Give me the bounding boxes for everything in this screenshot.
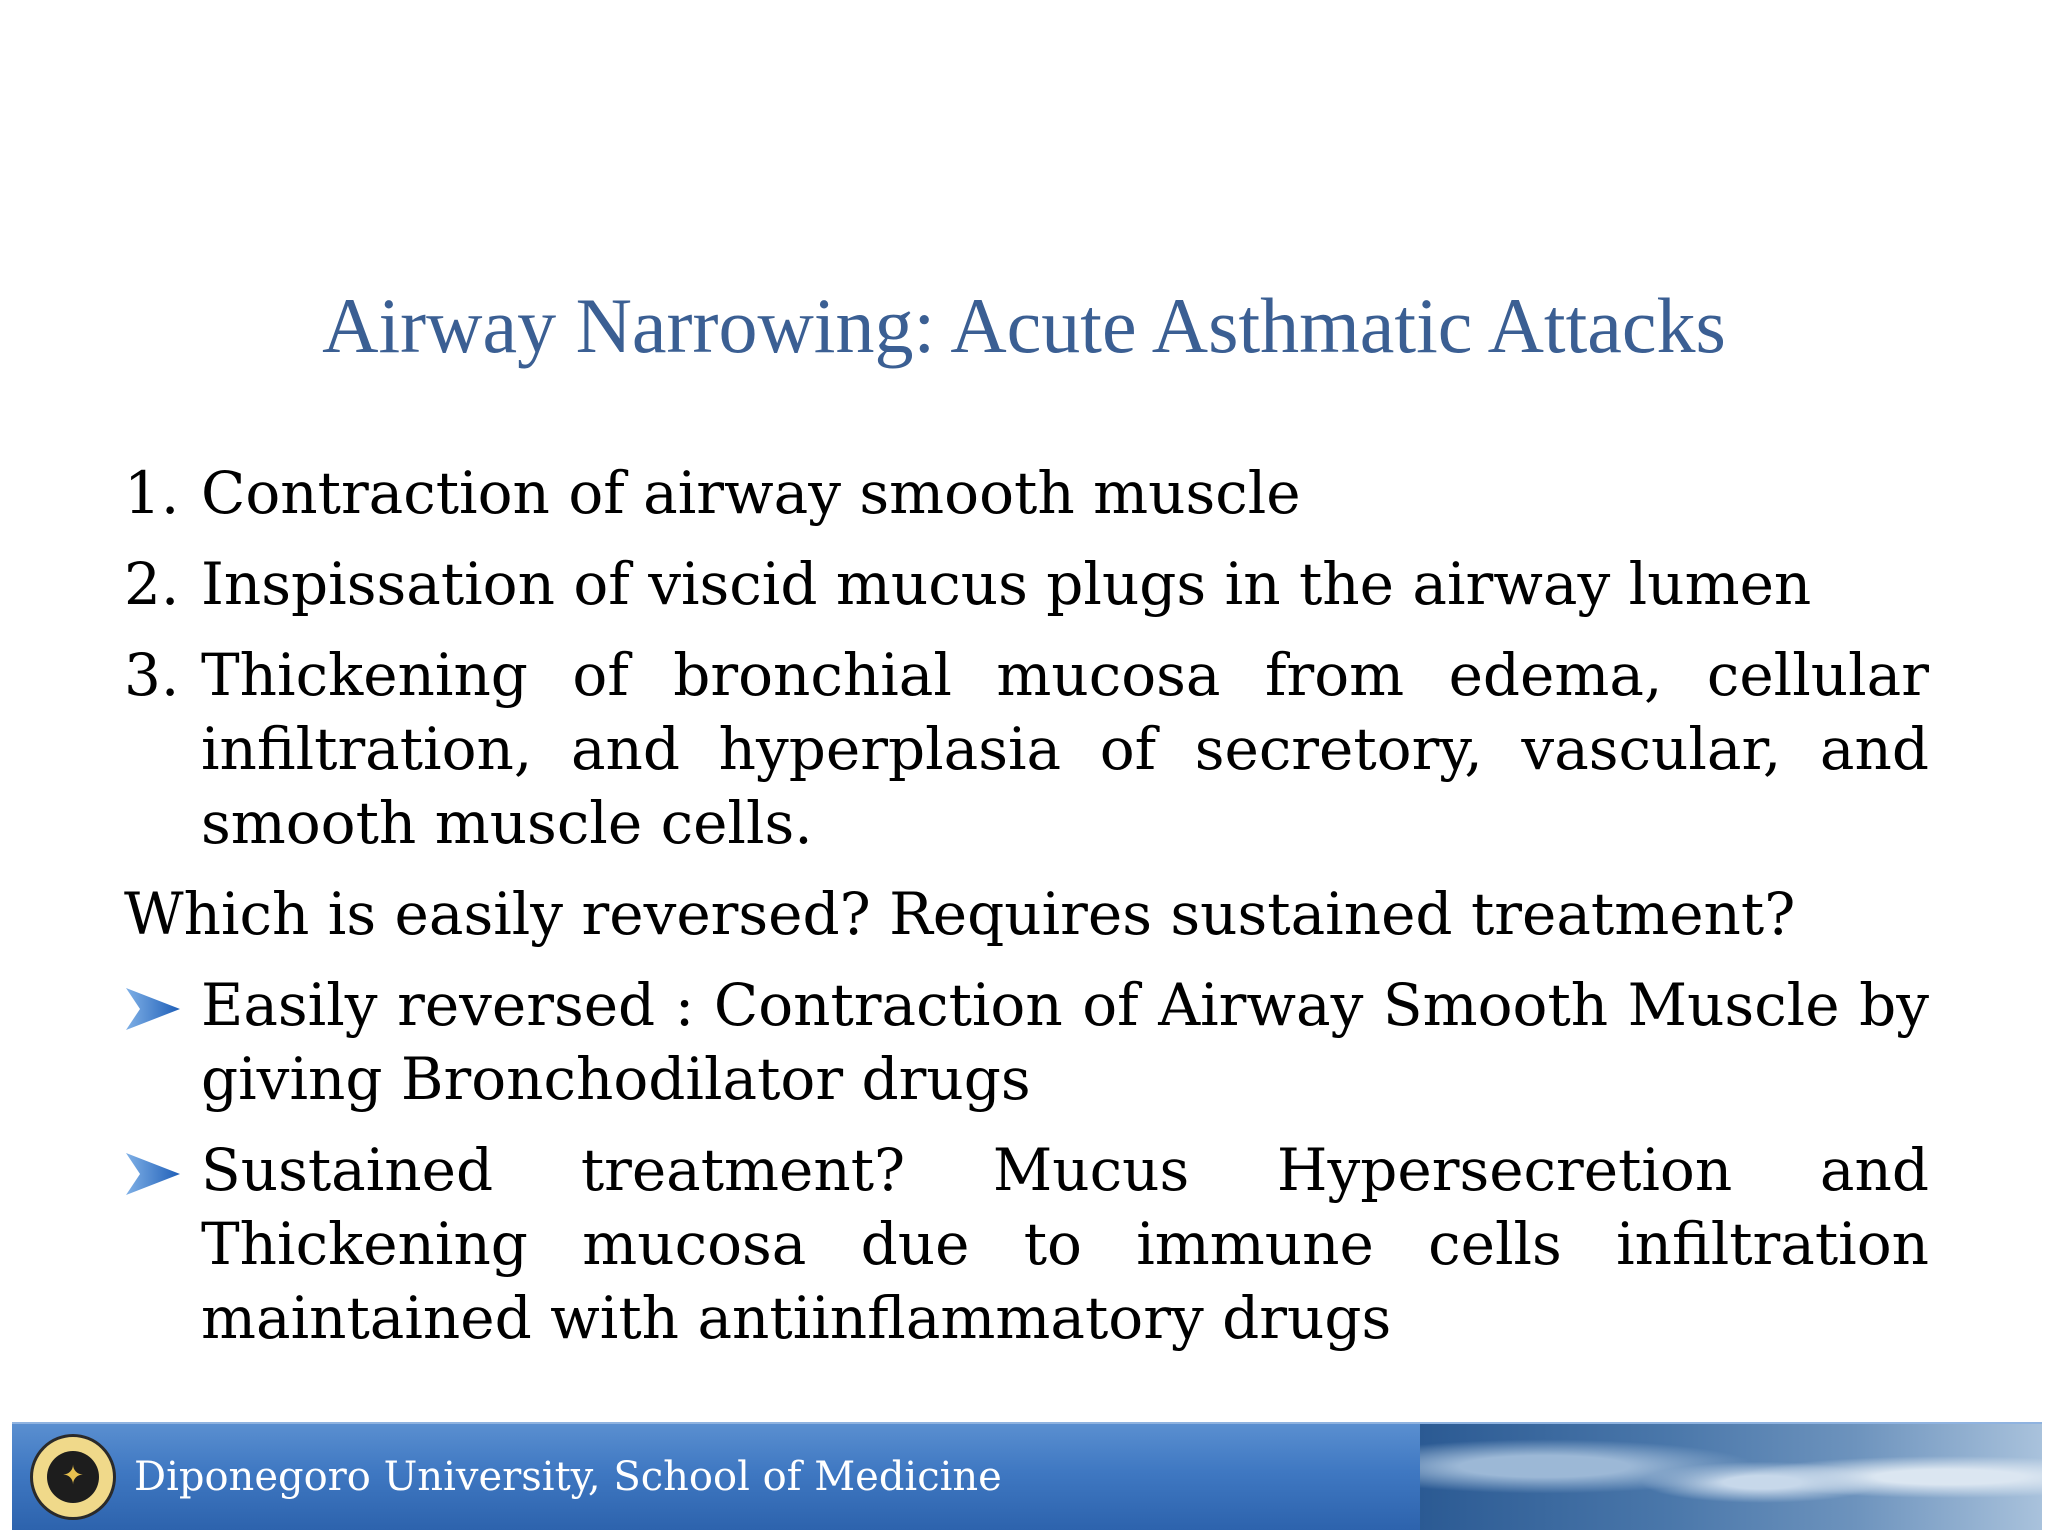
slide-title: Airway Narrowing: Acute Asthmatic Attacks bbox=[322, 282, 1726, 369]
footer-text: Diponegoro University, School of Medicine bbox=[134, 1454, 1002, 1500]
list-number: 3. bbox=[124, 641, 180, 709]
list-number: 1. bbox=[124, 459, 180, 527]
list-item bbox=[124, 547, 1929, 621]
list-item-text: Inspissation of viscid mucus plugs in the airway lumen bbox=[201, 550, 1812, 618]
arrow-bullet-icon bbox=[124, 986, 182, 1032]
bullet-text: Sustained treatment? Mucus Hypersecretion and Thickening mucosa due to immune cells infiltration maintained with antiinflammatory drugs bbox=[201, 1136, 1929, 1352]
list-item-text: Contraction of airway smooth muscle bbox=[201, 459, 1301, 527]
bullet-item bbox=[124, 1133, 1929, 1355]
footer-bar bbox=[12, 1422, 2042, 1530]
university-seal-icon: ✦ bbox=[30, 1434, 116, 1520]
bullet-text: Easily reversed : Contraction of Airway Smooth Muscle by giving Bronchodilator drugs bbox=[201, 971, 1929, 1113]
list-item bbox=[124, 456, 1929, 530]
list-item bbox=[124, 638, 1929, 860]
arrow-bullet-icon bbox=[124, 1151, 182, 1197]
slide-body bbox=[124, 456, 1929, 1372]
footer-photo bbox=[1420, 1424, 2042, 1530]
list-number: 2. bbox=[124, 550, 180, 618]
bullet-item bbox=[124, 968, 1929, 1116]
list-item-text: Thickening of bronchial mucosa from edema, cellular infiltration, and hyperplasia of secretory, vascular, and smooth muscle cells. bbox=[201, 641, 1929, 857]
question-text: Which is easily reversed? Requires sustained treatment? bbox=[124, 880, 1796, 948]
